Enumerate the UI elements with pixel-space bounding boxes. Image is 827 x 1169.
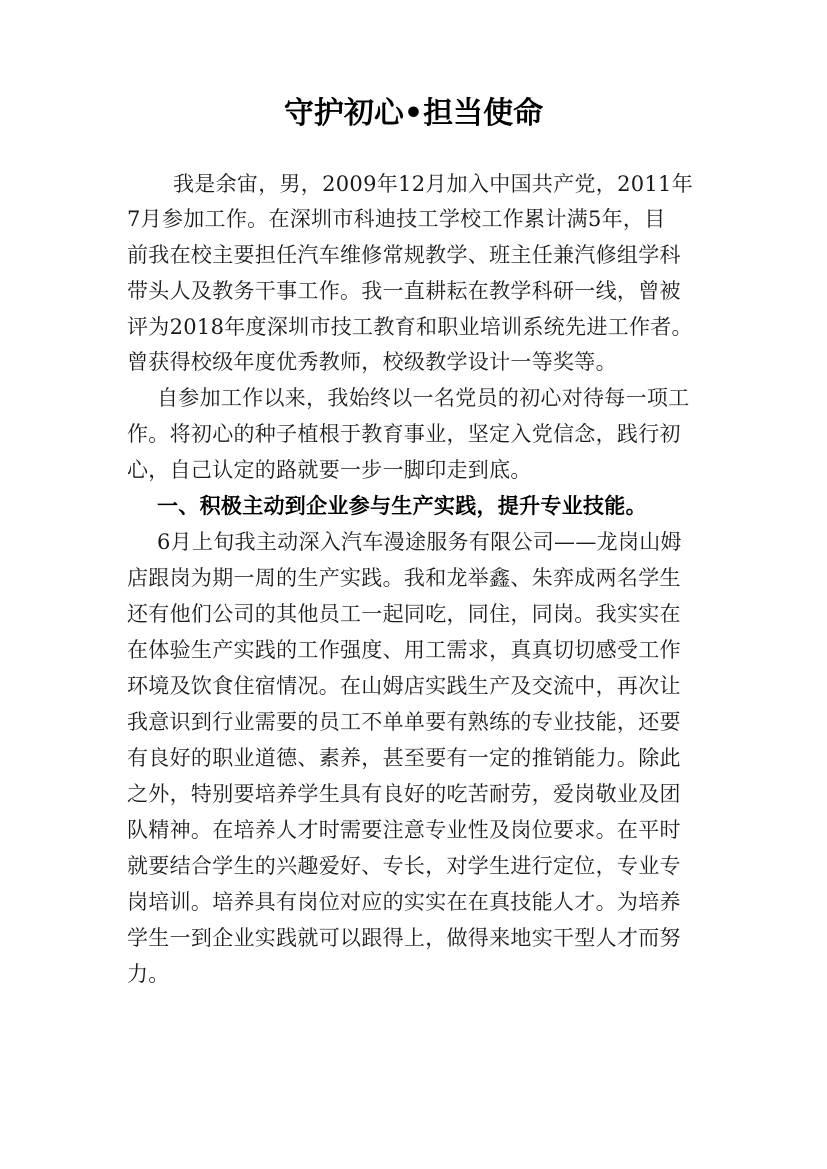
body-line: 店跟岗为期一周的生产实践。我和龙举鑫、朱弈成两名学生 [127, 566, 681, 590]
section-heading: 一、积极主动到企业参与生产实践，提升专业技能。 [157, 493, 647, 518]
body-line: 我意识到行业需要的员工不单单要有熟练的专业技能，还要 [127, 710, 681, 734]
body-line: 7月参加工作。在深圳市科迪技工学校工作累计满5年，目 [127, 207, 666, 231]
body-line: 前我在校主要担任汽车维修常规教学、班主任兼汽修组学科 [127, 243, 681, 267]
body-line: 带头人及教务干事工作。我一直耕耘在教学科研一线，曾被 [127, 279, 681, 303]
body-line: 有良好的职业道德、素养，甚至要有一定的推销能力。除此 [127, 746, 681, 770]
body-line: 评为2018年度深圳市技工教育和职业培训系统先进工作者。 [127, 315, 693, 339]
body-line: 力。 [127, 962, 170, 986]
body-line: 自参加工作以来，我始终以一名党员的初心对待每一项工 [157, 386, 690, 410]
body-line: 曾获得校级年度优秀教师，校级教学设计一等奖等。 [127, 350, 617, 374]
body-line: 我是余宙，男，2009年12月加入中国共产党，2011年 [173, 172, 694, 196]
body-line: 队精神。在培养人才时需要注意专业性及岗位要求。在平时 [127, 818, 681, 842]
body-line: 6月上旬我主动深入汽车漫途服务有限公司——龙岗山姆 [157, 530, 682, 554]
body-line: 心，自己认定的路就要一步一脚印走到底。 [127, 458, 532, 482]
body-line: 岗培训。培养具有岗位对应的实实在在真技能人才。为培养 [127, 890, 681, 914]
body-line: 作。将初心的种子植根于教育事业，坚定入党信念，践行初 [127, 422, 681, 446]
body-line: 环境及饮食住宿情况。在山姆店实践生产及交流中，再次让 [127, 674, 681, 698]
body-line: 学生一到企业实践就可以跟得上，做得来地实干型人才而努 [127, 926, 681, 950]
body-line: 在体验生产实践的工作强度、用工需求，真真切切感受工作 [127, 638, 681, 662]
document-title: 守护初心•担当使命 [283, 96, 544, 131]
body-line: 还有他们公司的其他员工一起同吃，同住，同岗。我实实在 [127, 602, 681, 626]
body-line: 就要结合学生的兴趣爱好、专长，对学生进行定位，专业专 [127, 854, 681, 878]
body-line: 之外，特别要培养学生具有良好的吃苦耐劳，爱岗敬业及团 [127, 782, 681, 806]
